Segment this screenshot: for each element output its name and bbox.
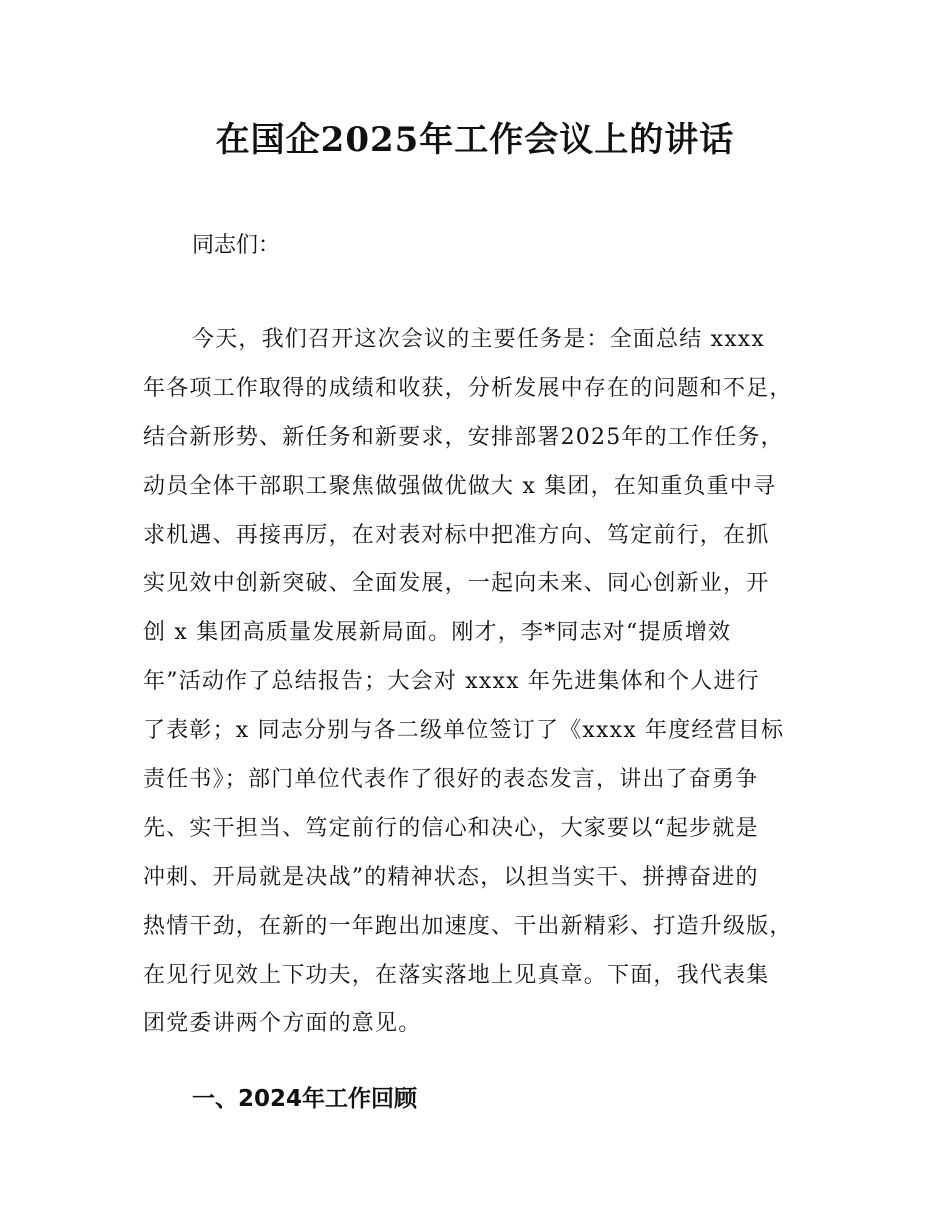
paragraph-line: 责任书》；部门单位代表作了很好的表态发言，讲出了奋勇争 [143, 767, 759, 793]
body-paragraph [143, 320, 843, 1053]
paragraph-line: 了表彰；x 同志分别与各二级单位签订了《xxxx 年度经营目标 [143, 718, 785, 744]
paragraph-line: 求机遇、再接再厉，在对表对标中把准方向、笃定前行，在抓 [143, 522, 770, 548]
paragraph-line: 冲刺、开局就是决战”的精神状态，以担当实干、拼搏奋进的 [143, 864, 759, 890]
salutation: 同志们： [192, 233, 281, 258]
paragraph-line: 今天，我们召开这次会议的主要任务是：全面总结 xxxx [192, 327, 766, 352]
paragraph-line: 团党委讲两个方面的意见。 [143, 1011, 422, 1037]
paragraph-line: 先、实干担当、笃定前行的信心和决心，大家要以“起步就是 [143, 815, 759, 841]
paragraph-line: 在见行见效上下功夫，在落实落地上见真章。下面，我代表集 [143, 962, 770, 988]
paragraph-line: 热情干劲，在新的一年跑出加速度、干出新精彩、打造升级版， [143, 913, 793, 939]
paragraph-line: 动员全体干部职工聚焦做强做优做大 x 集团，在知重负重中寻 [143, 473, 777, 499]
paragraph-line: 实见效中创新突破、全面发展，一起向未来、同心创新业，开 [143, 571, 770, 597]
paragraph-line: 年各项工作取得的成绩和收获，分析发展中存在的问题和不足， [143, 375, 793, 401]
paragraph-line: 创 x 集团高质量发展新局面。刚才，李*同志对“提质增效 [143, 620, 732, 646]
paragraph-line: 结合新形势、新任务和新要求，安排部署2025年的工作任务， [143, 424, 784, 450]
paragraph-line: 年”活动作了总结报告；大会对 xxxx 年先进集体和个人进行 [143, 669, 760, 695]
document-title: 在国企2025年工作会议上的讲话 [215, 120, 735, 160]
section-heading: 一、2024年工作回顾 [192, 1086, 418, 1112]
